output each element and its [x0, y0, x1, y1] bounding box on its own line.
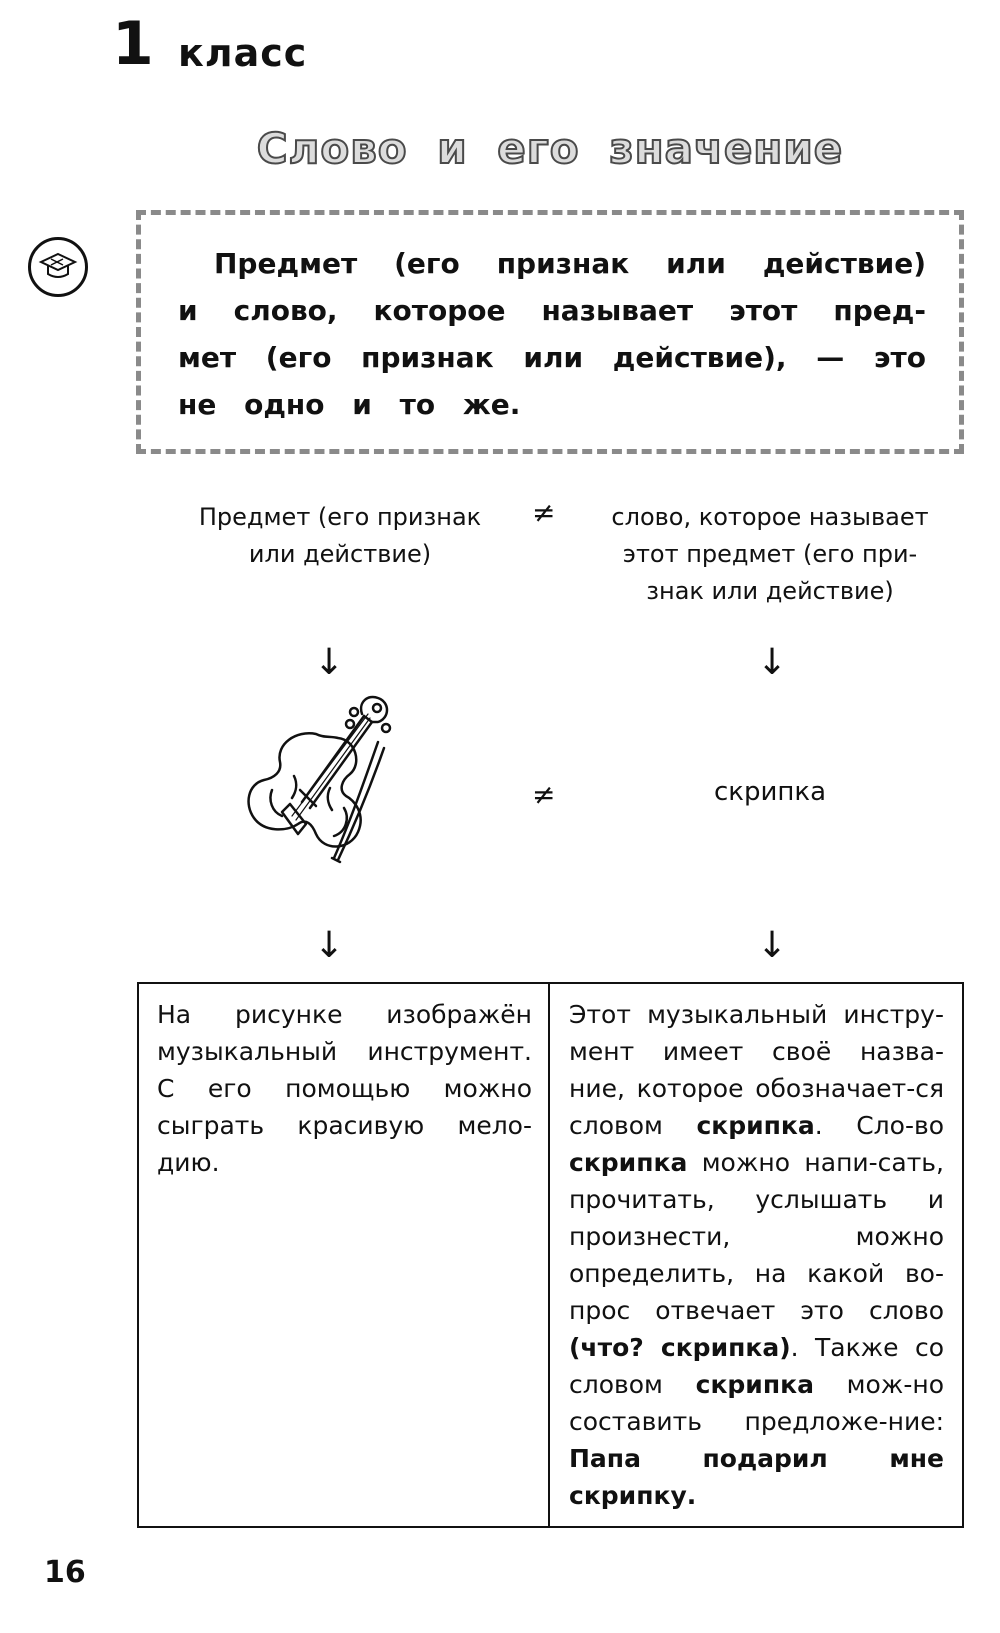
cell-line: дию.	[157, 1148, 220, 1177]
page-number: 16	[44, 1555, 86, 1590]
rule-line: не одно и то же.	[178, 388, 521, 421]
cell-bold-text: (что? скрипка)	[569, 1333, 791, 1362]
table-cell-word	[569, 996, 944, 1514]
cell-bold-text: скрипка	[696, 1111, 815, 1140]
graduation-cap-icon	[28, 237, 88, 297]
rule-text	[178, 240, 926, 428]
rule-line: Предмет (его признак или действие)	[214, 247, 926, 280]
not-equal-sign: ≠	[532, 496, 556, 529]
arrow-down-icon: ↓	[314, 642, 345, 683]
cell-line: На рисунке изображён	[157, 1000, 532, 1029]
word-heading	[584, 499, 956, 610]
arrow-down-icon: ↓	[757, 642, 788, 683]
cell-bold-text: скрипка	[695, 1370, 814, 1399]
heading-line: или действие)	[248, 540, 432, 568]
table-cell-object	[157, 996, 532, 1181]
heading-line: слово, которое называет	[611, 503, 929, 531]
not-equal-sign: ≠	[532, 778, 556, 811]
violin-icon	[246, 692, 406, 902]
heading-line: этот предмет (его при-	[622, 540, 918, 568]
object-heading	[150, 499, 530, 573]
rule-line: мет (его признак или действие), — это	[178, 341, 926, 374]
cell-text: можно напи-сать, прочитать, услышать и произнести, можно определить, на какой во-прос отвечает это слово	[569, 1148, 944, 1325]
cell-text: Этот музыкальный инстру-мент имеет своё назва-ние, которое обозначает-ся словом	[569, 1000, 944, 1140]
arrow-down-icon: ↓	[314, 925, 345, 966]
lesson-title: Слово и его значение	[256, 124, 844, 173]
cell-line: С его помощью можно	[157, 1074, 532, 1103]
grade-label: класс	[178, 31, 308, 75]
cell-text: . Также со словом	[569, 1333, 944, 1399]
rule-line: и слово, которое называет этот пред-	[178, 294, 926, 327]
grade-number: 1	[112, 9, 154, 79]
cell-bold-text: Папа подарил мне скрипку.	[569, 1444, 944, 1510]
arrow-down-icon: ↓	[757, 925, 788, 966]
word-example: скрипка	[713, 777, 827, 807]
cell-text: . Сло-во	[814, 1111, 944, 1140]
table-divider	[548, 984, 550, 1526]
heading-line: Предмет (его признак	[198, 503, 482, 531]
cell-text: мож-но составить предложе-ние:	[569, 1370, 944, 1436]
cell-line: сыграть красивую мело-	[157, 1111, 532, 1140]
heading-line: знак или действие)	[646, 577, 894, 605]
cell-line: музыкальный инструмент.	[157, 1037, 532, 1066]
cell-bold-text: скрипка	[569, 1148, 688, 1177]
explanation-table	[137, 982, 964, 1528]
